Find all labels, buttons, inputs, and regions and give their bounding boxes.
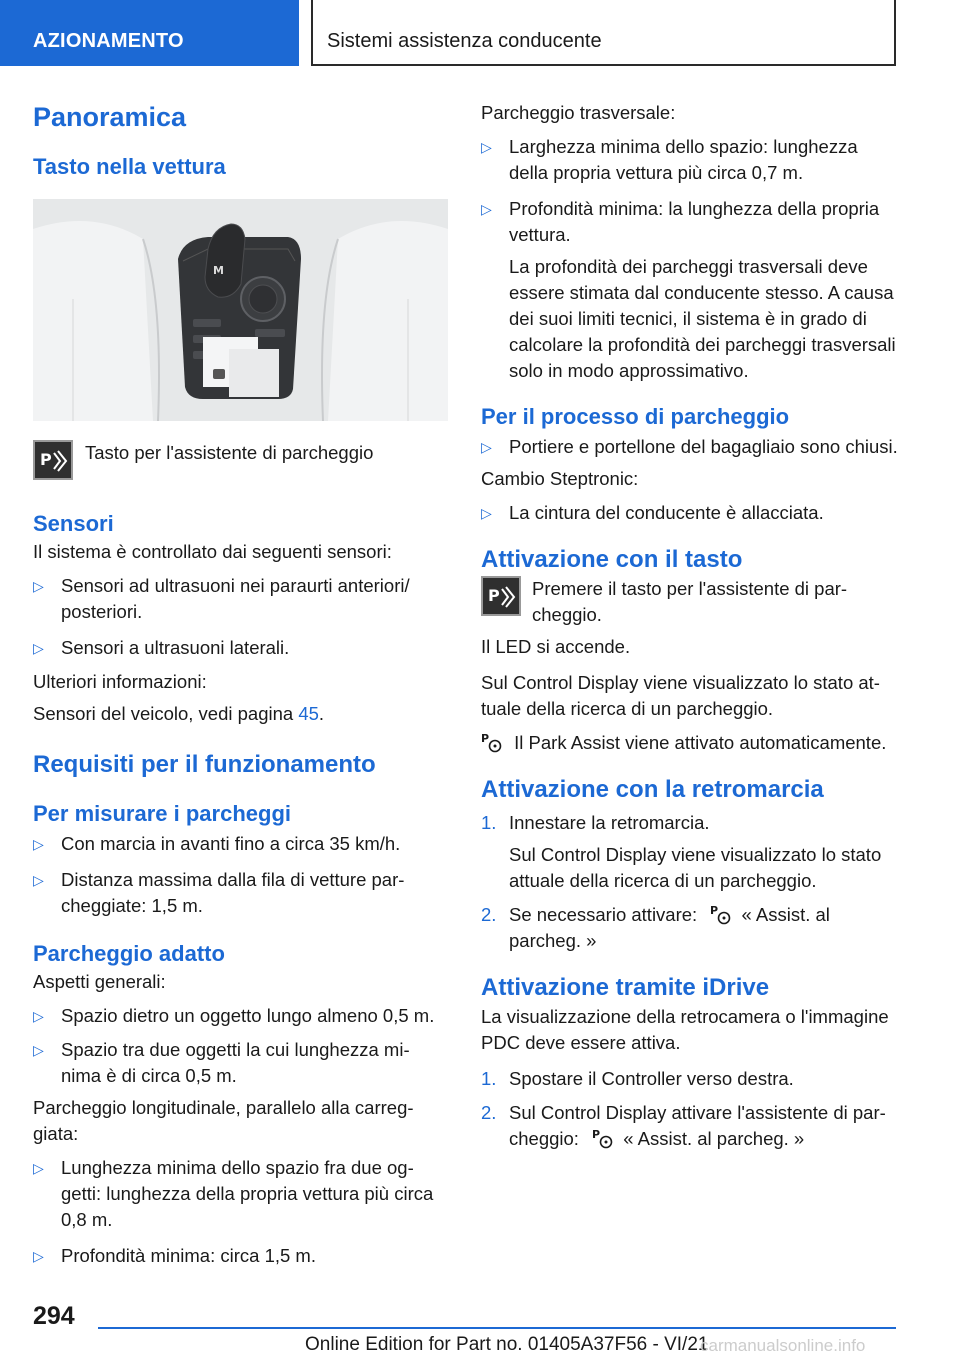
list-item: ▷ Profondità minima: circa 1,5 m. (33, 1243, 453, 1269)
process-list (481, 434, 899, 460)
list-item: 2. Se necessario attivare: P « Assist. al parcheg. » (481, 904, 830, 951)
park-assist-button-icon (481, 576, 521, 616)
transverse-label: Parcheggio trasversale: (481, 102, 676, 123)
general-label: Aspetti generali: (33, 971, 166, 992)
center-console-image (33, 199, 448, 421)
sensors-intro: Il sistema è controllato dai seguenti sensori: (33, 541, 392, 562)
svg-text:P: P (40, 450, 52, 469)
longitudinal-label: Parcheggio longitudinale, parallelo alla carreg- giata: (33, 1097, 414, 1144)
park-assist-symbol-icon (710, 903, 732, 925)
more-info-label: Ulteriori informazioni: (33, 671, 207, 692)
activation-button-row (481, 576, 899, 628)
heading-activation-idrive: Attivazione tramite iDrive (481, 974, 770, 1001)
measure-list (33, 831, 453, 919)
right-column (481, 100, 899, 1152)
list-item: 1. Innestare la retromarcia. Sul Control Display viene visualizzato lo stato attuale della ricerca di un parcheggio. (481, 812, 882, 891)
heading-button-in-car: Tasto nella vettura (33, 154, 226, 179)
heading-activation-button: Attivazione con il tasto (481, 546, 743, 573)
list-item: ▷ Sensori ad ultrasuoni nei paraurti anteriori/ posteriori. (33, 573, 453, 625)
heading-measure: Per misurare i parcheggi (33, 801, 291, 826)
park-assist-button-icon (33, 440, 73, 480)
park-assist-symbol-icon (481, 731, 503, 753)
steptronic-label: Cambio Steptronic: (481, 468, 639, 489)
section-title: AZIONAMENTO (33, 30, 184, 52)
display-status-text: Sul Control Display viene visualizzato lo stato at- tuale della ricerca di un parcheggio. (481, 672, 880, 719)
led-text: Il LED si accende. (481, 636, 631, 657)
idrive-steps (481, 1066, 899, 1152)
longitudinal-list (33, 1155, 453, 1269)
svg-text:P: P (481, 732, 490, 745)
footer-edition: Online Edition for Part no. 01405A37F56 - VI/21 (305, 1334, 709, 1355)
heading-overview: Panoramica (33, 102, 187, 132)
list-item: 2. Sul Control Display attivare l'assistente di par- cheggio: P « Assist. al parcheg. » (481, 1102, 886, 1149)
svg-text:M: M (213, 264, 224, 277)
reverse-steps (481, 810, 899, 954)
idrive-intro: La visualizzazione della retrocamera o l'immagine PDC deve essere attiva. (481, 1006, 889, 1053)
park-assist-auto-row: P Il Park Assist viene attivato automaticamente. (481, 732, 887, 753)
left-column (33, 100, 453, 1269)
list-item: 1. Spostare il Controller verso destra. (481, 1068, 794, 1089)
list-item: ▷ Profondità minima: la lunghezza della propria vettura. La profondità dei parcheggi trasversali deve essere stimata dal conducente stesso. A causa dei suoi limiti tecnici, il sistema è in grado di calcolare la profondità dei parcheggi trasversali solo in modo approssimativo. (481, 196, 899, 384)
button-caption-row (33, 440, 453, 484)
list-item: ▷ Distanza massima dalla fila di vetture par- cheggiate: 1,5 m. (33, 867, 453, 919)
see-page-reference: Sensori del veicolo, vedi pagina 45. (33, 703, 325, 724)
page-number: 294 (33, 1302, 75, 1330)
heading-activation-reverse: Attivazione con la retromarcia (481, 776, 824, 803)
heading-suitable-parking: Parcheggio adatto (33, 941, 225, 966)
transverse-list (481, 134, 899, 384)
list-item: ▷ Lunghezza minima dello spazio fra due og- getti: lunghezza della propria vettura più circa 0,8 m. (33, 1155, 453, 1233)
center-console-illustration (33, 199, 448, 421)
general-list (33, 1003, 453, 1089)
heading-sensors: Sensori (33, 511, 114, 536)
list-item: ▷ La cintura del conducente è allacciata. (481, 500, 899, 526)
page-link[interactable]: 45 (298, 703, 319, 724)
list-item: ▷ Sensori a ultrasuoni laterali. (33, 635, 453, 661)
list-item: ▷ Spazio dietro un oggetto lungo almeno 0,5 m. (33, 1003, 453, 1029)
sensors-list (33, 573, 453, 661)
section-tab (0, 0, 299, 66)
svg-text:P: P (592, 1128, 601, 1141)
svg-text:P: P (710, 904, 719, 917)
heading-requirements: Requisiti per il funzionamento (33, 751, 376, 778)
heading-parking-process: Per il processo di parcheggio (481, 404, 790, 429)
footer-divider (98, 1327, 896, 1329)
button-caption: Tasto per l'assistente di parcheggio (85, 442, 374, 463)
list-item: ▷ Spazio tra due oggetti la cui lunghezza mi- nima è di circa 0,5 m. (33, 1037, 453, 1089)
steptronic-list (481, 500, 899, 526)
list-item: ▷ Portiere e portellone del bagagliaio sono chiusi. (481, 434, 899, 460)
chapter-box (311, 0, 896, 66)
chapter-title: Sistemi assistenza conducente (327, 30, 602, 52)
list-item: ▷ Larghezza minima dello spazio: lunghezza della propria vettura più circa 0,7 m. (481, 134, 899, 186)
watermark: carmanualsonline.info (700, 1336, 866, 1355)
park-assist-symbol-icon (592, 1127, 614, 1149)
svg-text:P: P (488, 586, 500, 605)
activation-button-text: Premere il tasto per l'assistente di par- cheggio. (532, 578, 848, 625)
list-item: ▷ Con marcia in avanti fino a circa 35 km/h. (33, 831, 453, 857)
